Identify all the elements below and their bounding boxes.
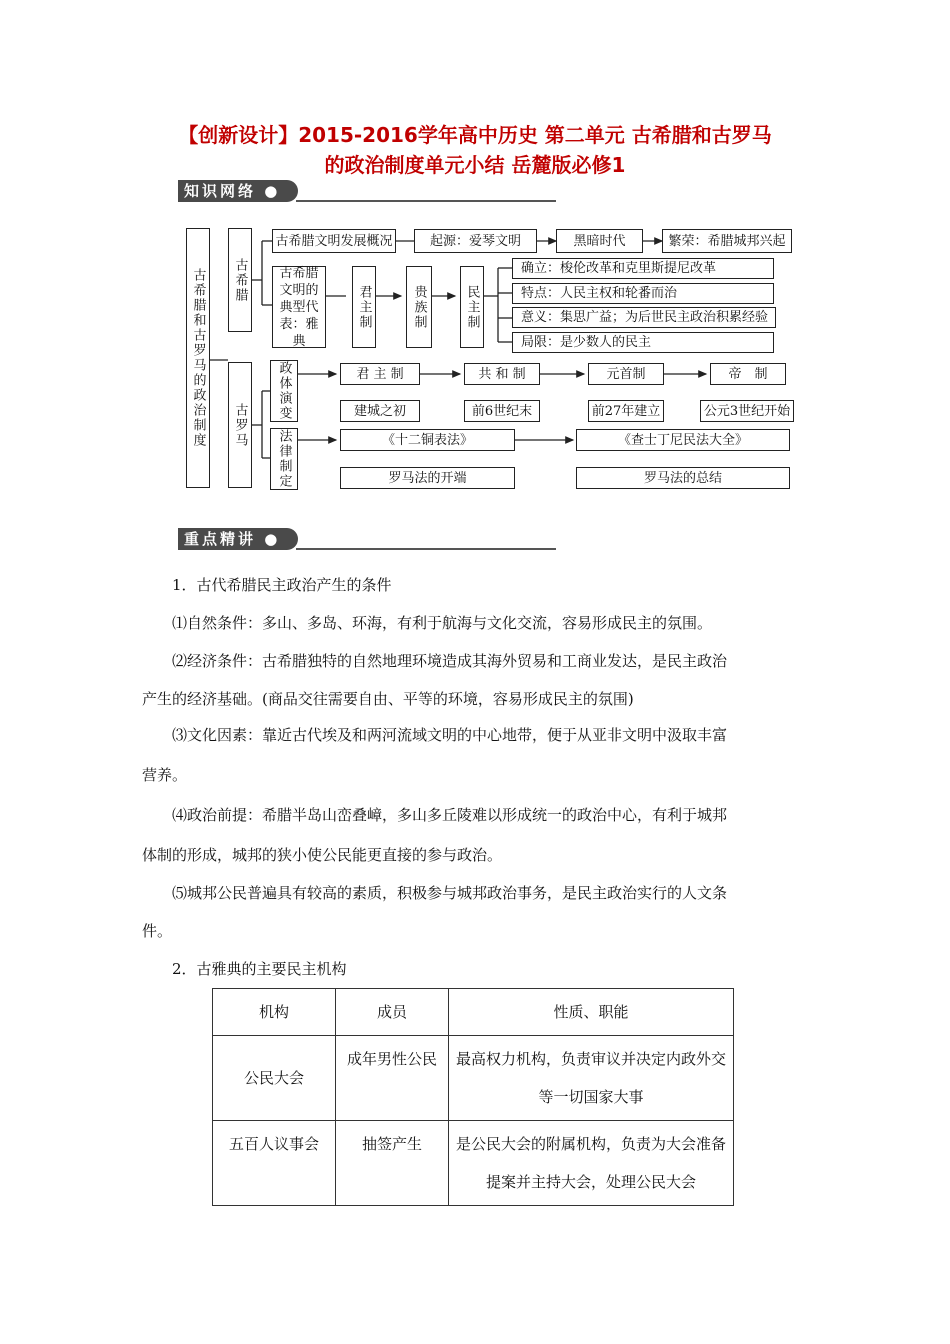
twelve-tables-box: 《十二铜表法》 xyxy=(340,429,515,451)
democracy-established-box: 确立：梭伦改革和克里斯提尼改革 xyxy=(512,258,774,279)
monarchy-time-box: 建城之初 xyxy=(340,400,420,422)
institutions-table xyxy=(212,988,734,1206)
athens-box: 古希腊文明的典型代表：雅典 xyxy=(272,266,326,348)
aristocracy-box: 贵族制 xyxy=(406,266,432,348)
section-banner-key-points xyxy=(178,528,556,550)
table-row xyxy=(213,1121,734,1206)
dark-age-box: 黑暗时代 xyxy=(556,229,643,253)
title-line-2: 的政治制度单元小结 岳麓版必修1 xyxy=(324,153,626,177)
paragraph-culture-2: 营养。 xyxy=(142,766,188,784)
law-start-box: 罗马法的开端 xyxy=(340,467,515,489)
paragraph-citizens-2: 件。 xyxy=(142,922,173,940)
table-cell: 成年男性公民 xyxy=(336,1036,449,1121)
democracy-significance-box: 意义：集思广益；为后世民主政治积累经验 xyxy=(512,307,776,328)
democracy-features-box: 特点：人民主权和轮番而治 xyxy=(512,283,774,304)
democracy-box: 民主制 xyxy=(460,266,484,348)
table-header: 性质、职能 xyxy=(449,989,734,1036)
root-box: 古希腊和古罗马的政治制度 xyxy=(186,228,210,488)
paragraph-economic-1: ⑵经济条件：古希腊独特的自然地理环境造成其海外贸易和工商业发达，是民主政治 xyxy=(172,652,728,670)
table-row xyxy=(213,1036,734,1121)
law-box: 法律制定 xyxy=(270,428,298,490)
heading-institutions: 2．古雅典的主要民主机构 xyxy=(172,960,347,978)
paragraph-political-1: ⑷政治前提：希腊半岛山峦叠嶂，多山多丘陵难以形成统一的政治中心，有利于城邦 xyxy=(172,806,728,824)
paragraph-economic-2: 产生的经济基础。(商品交往需要自由、平等的环境，容易形成民主的氛围) xyxy=(142,690,634,708)
table-cell: 抽签产生 xyxy=(336,1121,449,1206)
justinian-code-box: 《查士丁尼民法大全》 xyxy=(576,429,790,451)
section-title: 重点精讲 ● xyxy=(178,528,298,550)
monarchy-rome-box: 君 主 制 xyxy=(340,363,420,385)
paragraph-political-2: 体制的形成，城邦的狭小使公民能更直接的参与政治。 xyxy=(142,846,503,864)
empire-time-box: 公元3世纪开始 xyxy=(700,400,794,422)
divider xyxy=(296,548,556,550)
title-line-1: 【创新设计】2015-2016学年高中历史 第二单元 古希腊和古罗马 xyxy=(178,123,772,147)
greece-box: 古希腊 xyxy=(228,228,252,332)
table-cell: 五百人议事会 xyxy=(213,1121,336,1206)
overview-box: 古希腊文明发展概况 xyxy=(272,229,396,253)
paragraph-citizens-1: ⑸城邦公民普遍具有较高的素质，积极参与城邦政治事务，是民主政治实行的人文条 xyxy=(172,884,728,902)
prosperity-box: 繁荣：希腊城邦兴起 xyxy=(662,229,792,253)
law-summary-box: 罗马法的总结 xyxy=(576,467,790,489)
table-cell: 公民大会 xyxy=(213,1036,336,1121)
paragraph-natural: ⑴自然条件：多山、多岛、环海，有利于航海与文化交流，容易形成民主的氛围。 xyxy=(172,614,713,632)
table-cell: 最高权力机构，负责审议并决定内政外交等一切国家大事 xyxy=(449,1036,734,1121)
table-header-row xyxy=(213,989,734,1036)
table-header: 机构 xyxy=(213,989,336,1036)
empire-box: 帝 制 xyxy=(710,363,786,385)
republic-time-box: 前6世纪末 xyxy=(464,400,540,422)
principate-time-box: 前27年建立 xyxy=(588,400,664,422)
principate-box: 元首制 xyxy=(588,363,664,385)
knowledge-network-diagram xyxy=(0,0,950,520)
table-cell: 是公民大会的附属机构，负责为大会准备提案并主持大会，处理公民大会 xyxy=(449,1121,734,1206)
origin-box: 起源：爱琴文明 xyxy=(414,229,537,253)
section-title: 知识网络 ● xyxy=(178,180,298,202)
republic-box: 共 和 制 xyxy=(464,363,540,385)
polity-box: 政体演变 xyxy=(270,360,298,422)
heading-conditions: 1．古代希腊民主政治产生的条件 xyxy=(172,576,392,594)
rome-box: 古罗马 xyxy=(228,362,252,488)
democracy-limits-box: 局限：是少数人的民主 xyxy=(512,332,774,353)
paragraph-culture-1: ⑶文化因素：靠近古代埃及和两河流域文明的中心地带，便于从亚非文明中汲取丰富 xyxy=(172,726,728,744)
table-header: 成员 xyxy=(336,989,449,1036)
monarchy-greece-box: 君主制 xyxy=(352,266,376,348)
